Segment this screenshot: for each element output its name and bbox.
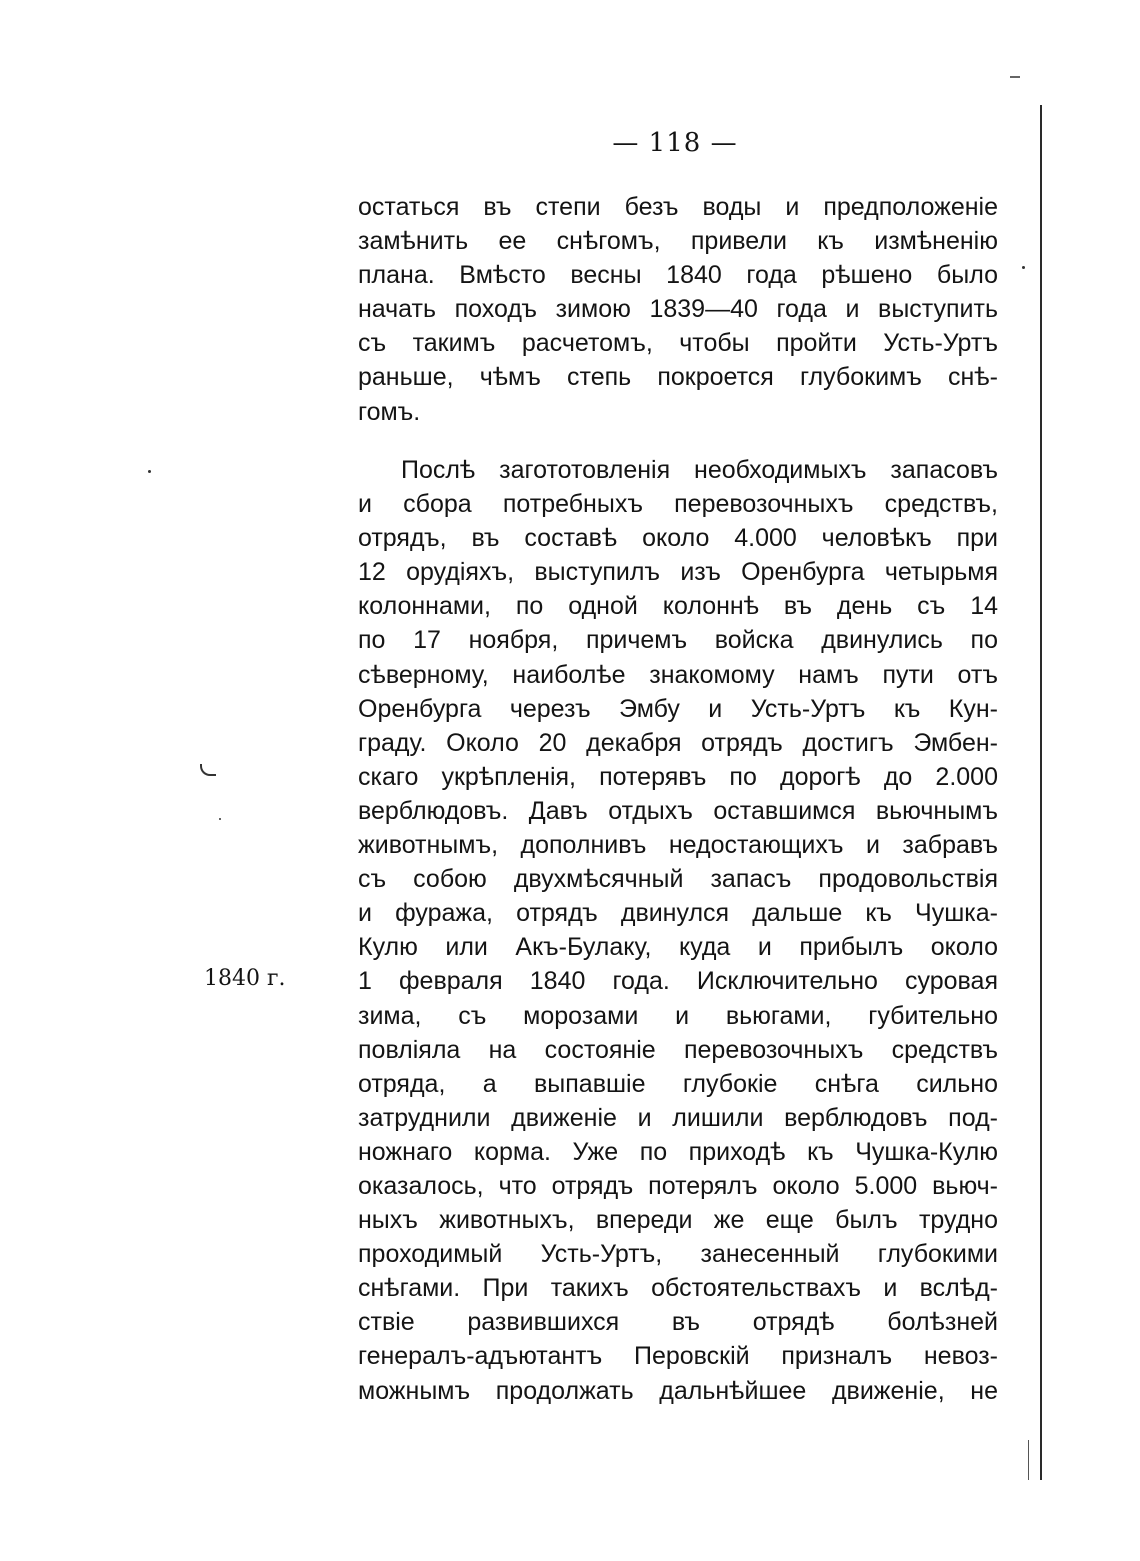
text-line: замѣнить ее снѣгомъ, привели къ измѣненію bbox=[358, 227, 998, 256]
edge-tick-mark bbox=[1010, 76, 1020, 78]
text-line: затруднили движеніе и лишили верблюдовъ под- bbox=[358, 1103, 998, 1132]
scan-speck bbox=[219, 818, 221, 820]
text-line: 1 февраля 1840 года. Исключительно суровая bbox=[358, 967, 998, 996]
text-line: зима, съ морозами и вьюгами, губительно bbox=[358, 1001, 998, 1030]
text-line: 12 орудіяхъ, выступилъ изъ Оренбурга четырьмя bbox=[358, 558, 998, 587]
text-line: начать походъ зимою 1839—40 года и выступить bbox=[358, 295, 998, 324]
text-line: сѣверному, наиболѣе знакомому намъ пути отъ bbox=[358, 660, 998, 689]
text-line: плана. Вмѣсто весны 1840 года рѣшено было bbox=[358, 261, 998, 290]
text-line: и фуража, отрядъ двинулся дальше къ Чушка- bbox=[358, 899, 998, 928]
text-line: съ собою двухмѣсячный запасъ продовольствія bbox=[358, 865, 998, 894]
text-line: съ такимъ расчетомъ, чтобы пройти Усть-Уртъ bbox=[358, 329, 998, 358]
text-line: верблюдовъ. Давъ отдыхъ оставшимся вьючнымъ bbox=[358, 796, 998, 825]
paragraph-1 bbox=[358, 190, 998, 429]
text-line: отрядъ, въ составѣ около 4.000 человѣкъ при bbox=[358, 524, 998, 553]
scan-speck bbox=[1022, 266, 1025, 269]
page-edge-rule bbox=[1040, 105, 1042, 1480]
text-line: остаться въ степи безъ воды и предположеніе bbox=[358, 193, 998, 221]
text-line: по 17 ноября, причемъ войска двинулись по bbox=[358, 626, 998, 655]
margin-note-year: 1840 г. bbox=[204, 966, 286, 991]
text-line: раньше, чѣмъ степь покроется глубокимъ снѣ- bbox=[358, 363, 998, 392]
text-line: повліяла на состояніе перевозочныхъ средствъ bbox=[358, 1035, 998, 1064]
text-line: и сбора потребныхъ перевозочныхъ средствъ, bbox=[358, 490, 998, 519]
text-line: ныхъ животныхъ, впереди же еще былъ трудно bbox=[358, 1206, 998, 1235]
text-line: Послѣ загототовленія необходимыхъ запасовъ bbox=[401, 456, 998, 484]
text-line: отряда, а выпавшіе глубокіе снѣга сильно bbox=[358, 1069, 998, 1098]
text-line: ножнаго корма. Уже по приходѣ къ Чушка-Кулю bbox=[358, 1137, 998, 1166]
text-line: оказалось, что отрядъ потерялъ около 5.000 вьюч- bbox=[358, 1171, 998, 1200]
text-line: генералъ-адъютантъ Перовскій призналъ невоз- bbox=[358, 1342, 998, 1371]
text-line: колоннами, по одной колоннѣ въ день съ 14 bbox=[358, 592, 998, 621]
text-line: скаго укрѣпленія, потерявъ по дорогѣ до 2.000 bbox=[358, 762, 998, 791]
text-line: граду. Около 20 декабря отрядъ достигъ Эмбен- bbox=[358, 728, 998, 757]
page-edge-rule-secondary bbox=[1028, 1440, 1029, 1480]
paragraph-2 bbox=[358, 453, 998, 1408]
text-line: гомъ. bbox=[358, 397, 421, 426]
text-line: Кулю или Акъ-Булаку, куда и прибылъ около bbox=[358, 933, 998, 962]
text-line: Оренбурга черезъ Эмбу и Усть-Уртъ къ Кун- bbox=[358, 694, 998, 723]
text-line: снѣгами. При такихъ обстоятельствахъ и вслѣд- bbox=[358, 1274, 998, 1303]
text-line: ствіе развившихся въ отрядѣ болѣзней bbox=[358, 1308, 998, 1337]
text-line: можнымъ продолжать дальнѣйшее движеніе, не bbox=[358, 1376, 998, 1405]
scan-mark bbox=[200, 764, 216, 776]
text-line: животнымъ, дополнивъ недостающихъ и забравъ bbox=[358, 831, 998, 860]
page-number: — 118 — bbox=[612, 128, 738, 158]
scan-speck bbox=[148, 470, 151, 473]
text-line: проходимый Усть-Уртъ, занесенный глубокими bbox=[358, 1240, 998, 1269]
